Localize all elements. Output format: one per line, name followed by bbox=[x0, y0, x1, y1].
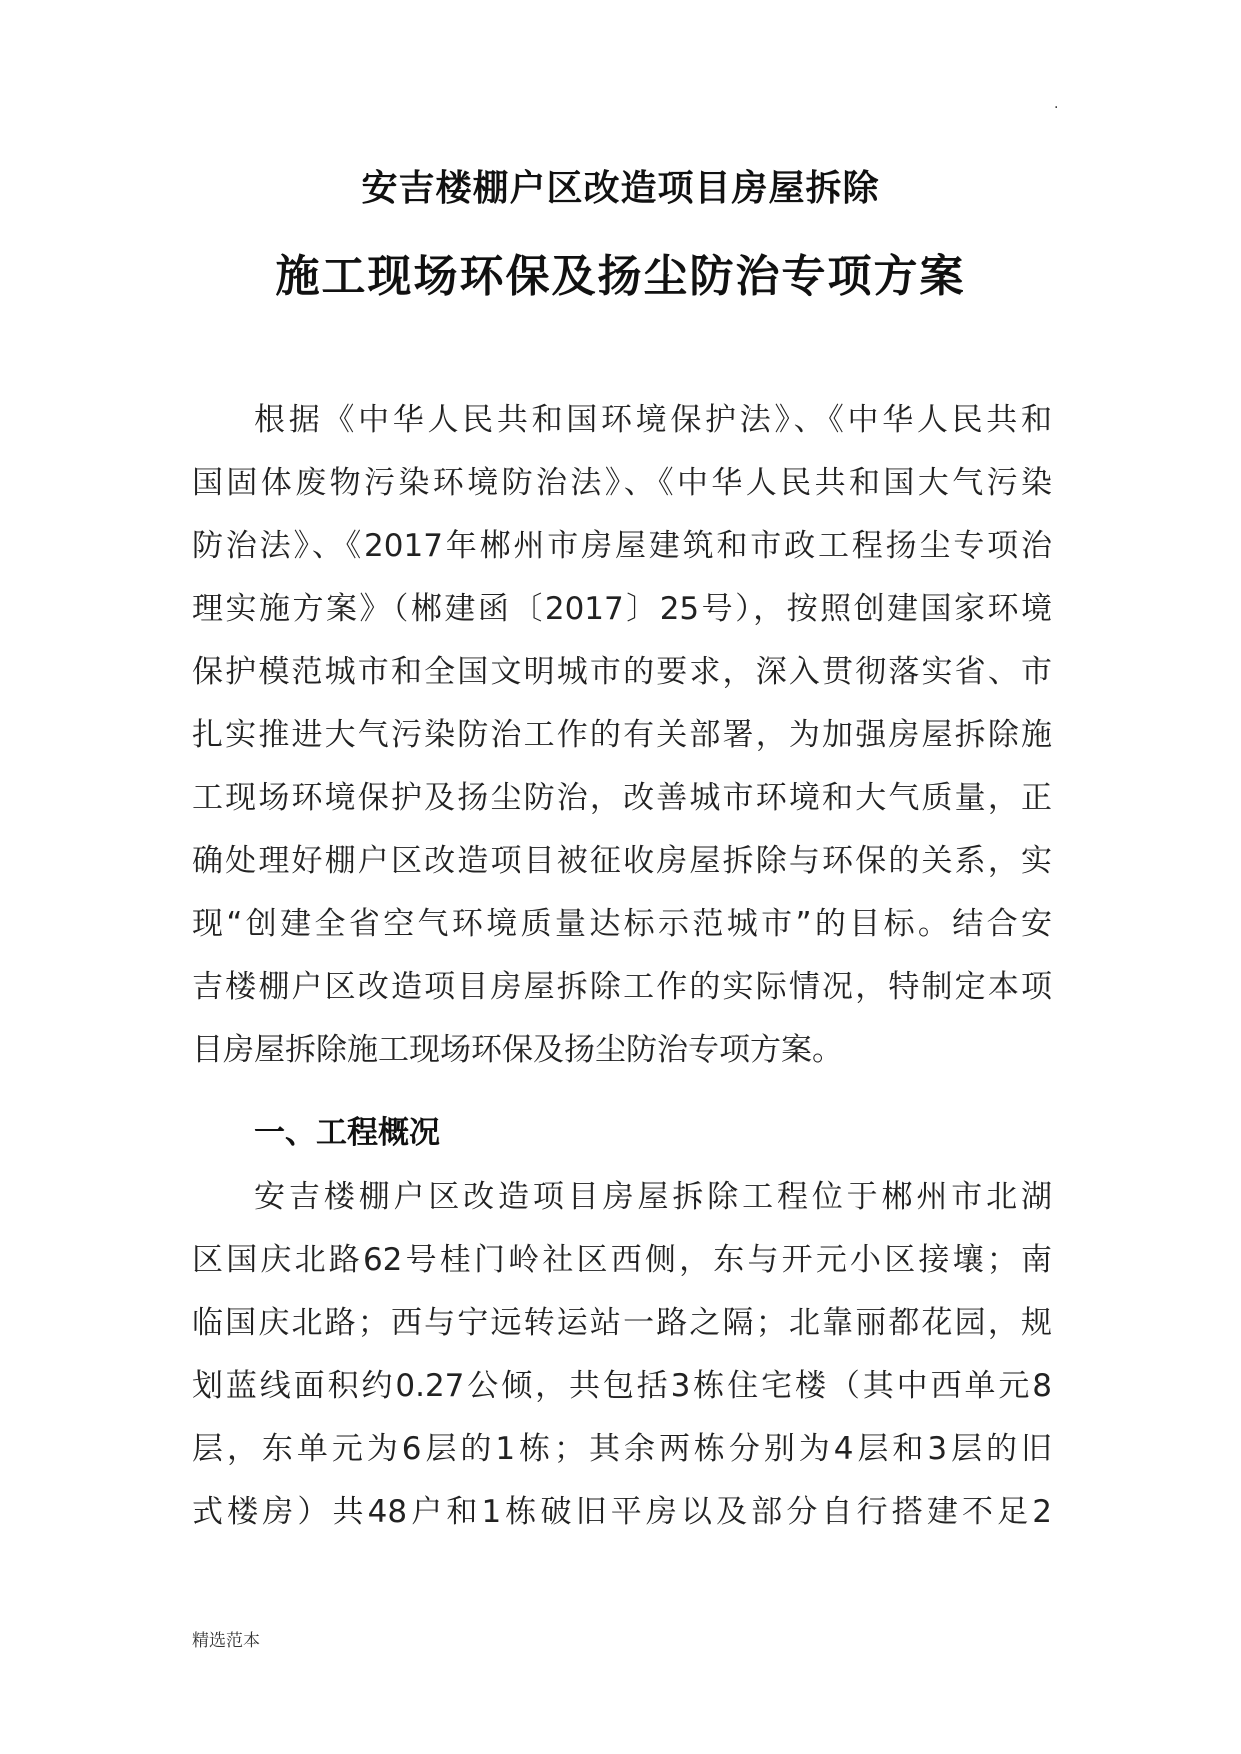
paragraph-line: 扎实推进大气污染防治工作的有关部署，为加强房屋拆除施 bbox=[192, 717, 1052, 753]
paragraph-line: 国固体废物污染环境防治法》、《中华人民共和国大气污染 bbox=[192, 465, 1052, 501]
paragraph-line: 工现场环境保护及扬尘防治，改善城市环境和大气质量，正 bbox=[192, 780, 1052, 816]
paragraph-line: 层，东单元为6层的1栋；其余两栋分别为4层和3层的旧 bbox=[192, 1431, 1052, 1467]
paragraph-line: 根据《中华人民共和国环境保护法》、《中华人民共和 bbox=[254, 402, 1052, 438]
paragraph-legal-basis bbox=[192, 389, 1052, 1082]
paragraph-line: 目房屋拆除施工现场环保及扬尘防治专项方案。 bbox=[192, 1032, 843, 1068]
paragraph-line: 吉楼棚户区改造项目房屋拆除工作的实际情况，特制定本项 bbox=[192, 969, 1052, 1005]
paragraph-line: 确处理好棚户区改造项目被征收房屋拆除与环保的关系，实 bbox=[192, 843, 1052, 879]
corner-mark: . bbox=[1054, 96, 1059, 112]
paragraph-line: 防治法》、《2017年郴州市房屋建筑和市政工程扬尘专项治 bbox=[192, 528, 1052, 564]
section-heading: 一、工程概况 bbox=[254, 1115, 440, 1151]
paragraph-line: 临国庆北路；西与宁远转运站一路之隔；北靠丽都花园，规 bbox=[192, 1305, 1052, 1341]
paragraph-line: 区国庆北路62号桂门岭社区西侧，东与开元小区接壤；南 bbox=[192, 1242, 1052, 1278]
paragraph-line: 理实施方案》（郴建函〔2017〕25号），按照创建国家环境 bbox=[192, 591, 1052, 627]
paragraph-line: 保护模范城市和全国文明城市的要求，深入贯彻落实省、市 bbox=[192, 654, 1052, 690]
document-title-line1: 安吉楼棚户区改造项目房屋拆除 bbox=[361, 167, 880, 209]
document-title-line2: 施工现场环保及扬尘防治专项方案 bbox=[275, 251, 966, 302]
paragraph-line: 安吉楼棚户区改造项目房屋拆除工程位于郴州市北湖 bbox=[254, 1179, 1052, 1215]
paragraph-line: 现“创建全省空气环境质量达标示范城市”的目标。结合安 bbox=[192, 906, 1052, 942]
paragraph-line: 划蓝线面积约0.27公倾，共包括3栋住宅楼（其中西单元8 bbox=[192, 1368, 1052, 1404]
paragraph-project-overview bbox=[192, 1166, 1052, 1544]
footer-label: 精选范本 bbox=[192, 1631, 260, 1651]
paragraph-line: 式楼房）共48户和1栋破旧平房以及部分自行搭建不足2 bbox=[192, 1494, 1052, 1530]
